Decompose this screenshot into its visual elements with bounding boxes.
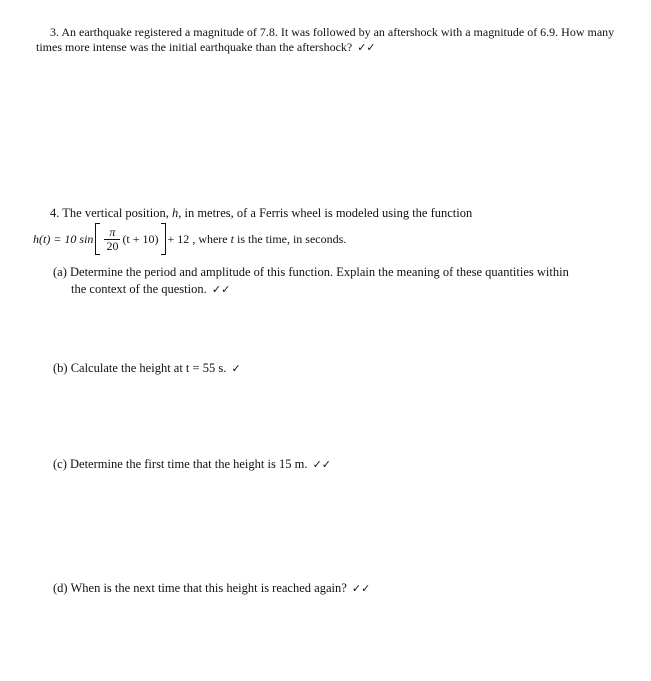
question-4-intro	[50, 206, 472, 221]
formula-numerator: π	[109, 224, 116, 239]
question-3-check-marks: ✓✓	[357, 41, 376, 54]
formula-offset: + 12	[167, 231, 190, 246]
formula-denominator: 20	[106, 238, 119, 253]
formula-tail	[192, 232, 346, 247]
left-bracket	[95, 223, 100, 255]
formula-argument: (t + 10)	[122, 231, 159, 246]
formula-tail-var: t	[230, 231, 234, 246]
question-4c-text: (c) Determine the first time that the height is 15 m.	[53, 457, 308, 471]
question-4-intro-var: h	[171, 206, 179, 220]
question-4b	[53, 360, 241, 377]
formula-lhs: h(t) = 10 sin	[33, 231, 94, 246]
right-bracket	[161, 223, 166, 255]
question-4a-line-2-wrap	[53, 281, 633, 298]
formula-tail-before: , where	[192, 231, 228, 246]
question-4c	[53, 456, 331, 473]
question-4c-check-marks: ✓✓	[312, 458, 332, 471]
question-4-formula-row	[33, 222, 346, 256]
question-4d	[53, 580, 370, 597]
question-3-line-2-text: times more intense was the initial earthquake than the aftershock?	[36, 40, 353, 54]
question-3	[36, 25, 636, 55]
question-3-line-1: 3. An earthquake registered a magnitude of 7.8. It was followed by an aftershock with a magnitude of 6.9. How many	[50, 25, 615, 39]
question-4a	[53, 264, 633, 298]
question-3-line-2	[36, 40, 636, 55]
question-4d-check-marks: ✓✓	[351, 582, 371, 595]
question-4b-text: (b) Calculate the height at t = 55 s.	[53, 361, 227, 375]
question-4-intro-after: , in metres, of a Ferris wheel is modeled using the function	[178, 206, 473, 220]
question-4a-line-1: (a) Determine the period and amplitude of this function. Explain the meaning of these quantities within	[53, 265, 569, 279]
question-4a-check-marks: ✓✓	[211, 283, 231, 296]
question-4d-text: (d) When is the next time that this height is reached again?	[53, 581, 347, 595]
question-4b-check-mark: ✓	[231, 362, 241, 375]
ferris-wheel-formula	[33, 223, 189, 255]
question-4a-line-2: the context of the question.	[71, 282, 207, 296]
formula-tail-after: is the time, in seconds.	[236, 231, 347, 246]
question-4-intro-before: 4. The vertical position,	[50, 206, 169, 220]
formula-fraction	[104, 226, 120, 253]
